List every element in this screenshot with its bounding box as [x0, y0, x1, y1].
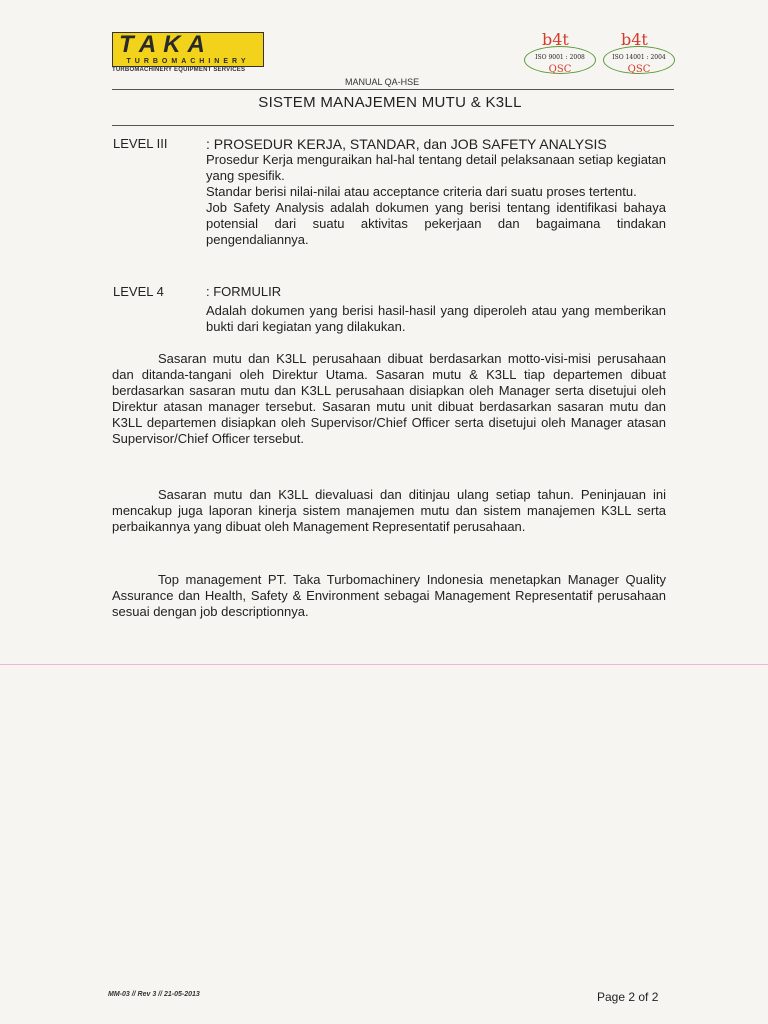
- document-code: MM-03 // Rev 3 // 21-05-2013: [108, 991, 200, 998]
- iso-9001-certification-badge: [522, 30, 598, 82]
- scan-line-divider: [0, 664, 768, 665]
- level-3-label: LEVEL III: [113, 136, 168, 151]
- company-logo: [112, 32, 264, 72]
- level-3-heading: : PROSEDUR KERJA, STANDAR, dan JOB SAFETY ANALYSIS: [206, 136, 607, 152]
- logo-word: TAKA: [119, 31, 212, 58]
- page-number: Page 2 of 2: [597, 990, 659, 1004]
- cert-body: QSC: [627, 64, 651, 75]
- level-4-label: LEVEL 4: [113, 284, 164, 299]
- cert-brand: b4t: [621, 30, 648, 49]
- document-title: SISTEM MANAJEMEN MUTU & K3LL: [258, 94, 522, 111]
- logo-banner: [112, 32, 264, 60]
- logo-tagline: TURBOMACHINERY EQUIPMENT SERVICES: [112, 67, 246, 73]
- level-4-description: Adalah dokumen yang berisi hasil-hasil yang diperoleh atau yang memberikan bukti dari kegiatan yang dilakukan.: [206, 303, 666, 334]
- level-3-line: Prosedur Kerja menguraikan hal-hal tentang detail pelaksanaan setiap kegiatan yang spesifik.: [206, 152, 666, 183]
- level-3-line: Job Safety Analysis adalah dokumen yang berisi tentang identifikasi bahaya potensial dari suatu aktivitas pekerjaan dan bagaimana tindakan pengendaliannya.: [206, 200, 666, 247]
- cert-iso: ISO 14001 : 2004: [612, 54, 666, 61]
- iso-14001-certification-badge: [601, 30, 677, 82]
- cert-body: QSC: [548, 64, 572, 75]
- cert-iso: ISO 9001 : 2008: [535, 54, 585, 61]
- cert-brand: b4t: [542, 30, 569, 49]
- body-paragraph: Sasaran mutu dan K3LL perusahaan dibuat berdasarkan motto-visi-misi perusahaan dan ditanda-tangani oleh Direktur Utama. Sasaran mutu & K3LL tiap departemen dibuat berdasarkan sasaran mutu dan K3LL perusahaan disiapkan oleh Manager serta disetujui oleh Direktur atasan manager tersebut. Sasaran mutu unit dibuat berdasarkan sasaran mutu dan K3LL departemen disiapkan oleh Supervisor/Chief Officer serta disetujui oleh Manager atasan Supervisor/Chief Officer tersebut.: [112, 351, 666, 446]
- header-divider: [112, 89, 674, 90]
- title-divider: [112, 125, 674, 126]
- level-4-heading: : FORMULIR: [206, 284, 282, 299]
- manual-label: MANUAL QA-HSE: [345, 77, 420, 87]
- level-3-description: [206, 152, 666, 248]
- logo-subword: TURBOMACHINERY: [112, 58, 264, 67]
- body-paragraph: Sasaran mutu dan K3LL dievaluasi dan ditinjau ulang setiap tahun. Peninjauan ini mencakup juga laporan kinerja sistem manajemen mutu dan sistem manajemen K3LL serta perbaikannya yang dibuat oleh Management Representatif perusahaan.: [112, 487, 666, 534]
- body-paragraph: Top management PT. Taka Turbomachinery Indonesia menetapkan Manager Quality Assurance dan Health, Safety & Environment sebagai Management Representatif perusahaan sesuai dengan job descriptionnya.: [112, 572, 666, 619]
- level-3-line: Standar berisi nilai-nilai atau acceptance criteria dari suatu proses tertentu.: [206, 184, 637, 199]
